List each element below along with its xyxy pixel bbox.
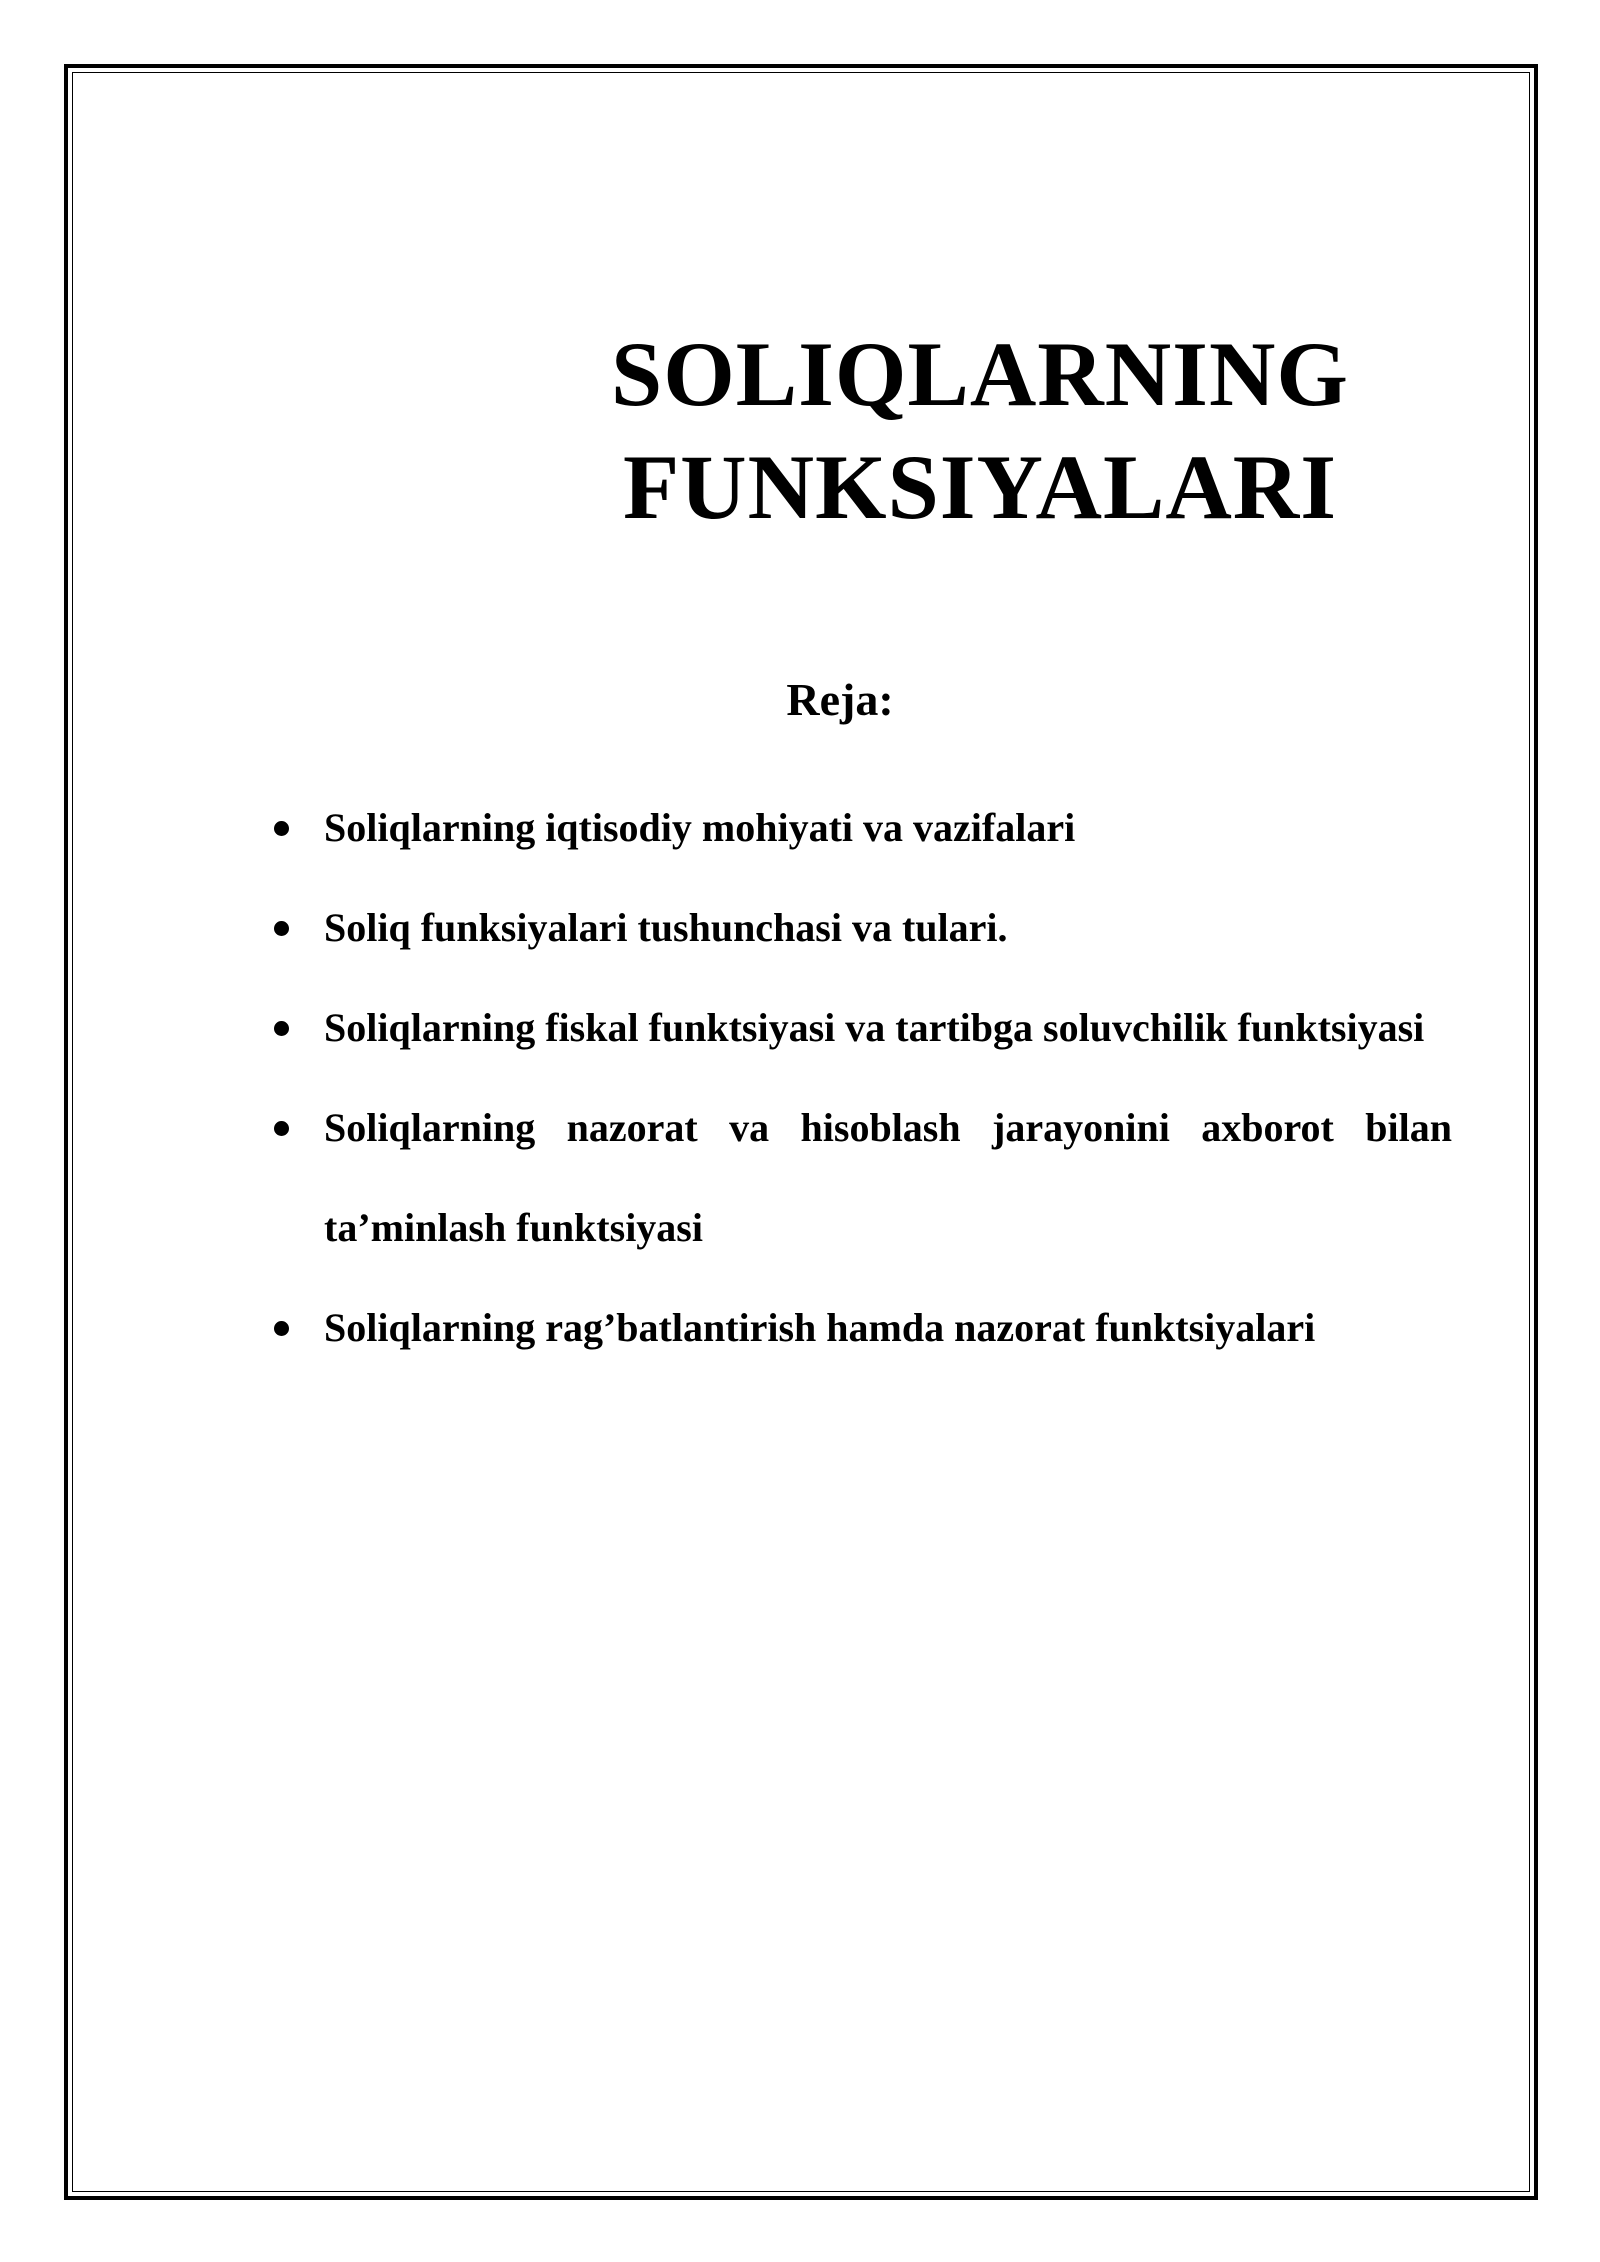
plan-list	[268, 778, 1452, 1378]
plan-heading: Reja:	[786, 674, 894, 725]
title-line-2: FUNKSIYALARI	[622, 436, 1338, 538]
bullet-icon	[274, 1021, 289, 1036]
bullet-icon	[274, 821, 289, 836]
plan-item	[268, 978, 1452, 1078]
plan-item	[268, 1078, 1452, 1278]
plan-item-text: Soliqlarning iqtisodiy mohiyati va vazifalari	[324, 805, 1076, 850]
bullet-icon	[274, 1121, 289, 1136]
plan-item	[268, 878, 1452, 978]
plan-item	[268, 1278, 1452, 1378]
plan-item-text: Soliqlarning fiskal funktsiyasi va tartibga soluvchilik funktsiyasi	[324, 1005, 1425, 1050]
document-title	[560, 318, 1400, 544]
plan-item-text: Soliq funksiyalari tushunchasi va tulari.	[324, 905, 1008, 950]
bullet-icon	[274, 1321, 289, 1336]
title-line-1: SOLIQLARNING	[611, 323, 1349, 425]
plan-item-text: Soliqlarning rag’batlantirish hamda nazorat funktsiyalari	[324, 1305, 1316, 1350]
plan-item-text: Soliqlarning nazorat va hisoblash jarayonini axborot bilan ta’minlash funktsiyasi	[324, 1105, 1452, 1250]
plan-item	[268, 778, 1452, 878]
bullet-icon	[274, 921, 289, 936]
